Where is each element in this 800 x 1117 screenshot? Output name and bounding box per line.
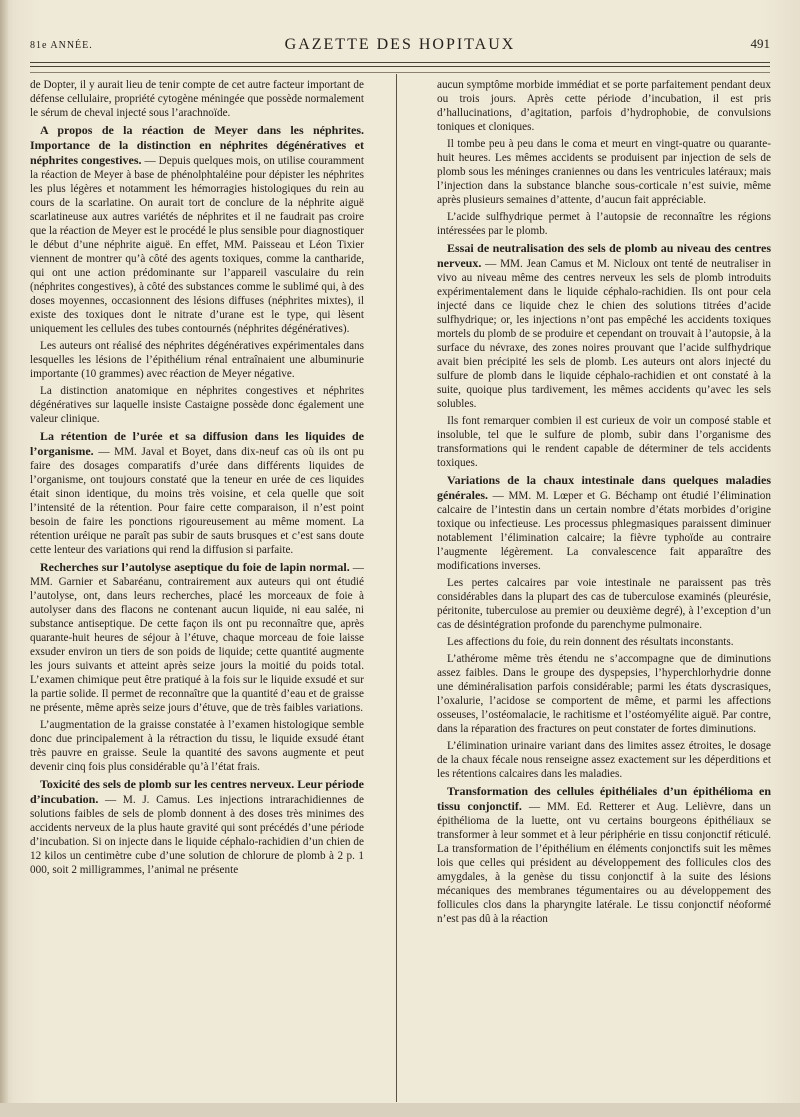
page-header <box>30 34 770 60</box>
section-title: La rétention de l’urée et sa diffusion dans les liquides de l’organisme. <box>30 429 364 458</box>
paragraph: L’élimination urinaire variant dans des limites assez étroites, le dosage de la chaux fécale nous renseigne assez exactement sur les déperditions et les rétentions calcaires dans les maladies. <box>437 740 771 780</box>
article-section <box>437 473 771 573</box>
paragraph: L’augmentation de la graisse constatée à l’examen histologique semble donc due principalement à la rétraction du tissu, le liquide exsudé étant très pauvre en graisse. Seule la quantité des savons augmente et peut devenir cinq fois plus considérable qu’à l’état frais. <box>30 719 364 773</box>
paragraph: La distinction anatomique en néphrites congestives et néphrites dégénératives sur laquelle insiste Castaigne possède donc également une valeur clinique. <box>30 385 364 425</box>
paragraph: L’acide sulfhydrique permet à l’autopsie de reconnaître les régions intéressées par le plomb. <box>437 211 771 237</box>
header-rule <box>30 72 770 73</box>
section-title: Essai de neutralisation des sels de plomb au niveau des centres nerveux. <box>437 241 771 270</box>
paragraph: Ils font remarquer combien il est curieux de voir un composé stable et insoluble, tel que le sulfure de plomb, subir dans l’organisme des transformations qui le rendent capable de déterminer de tels accidents toxiques. <box>437 415 771 469</box>
section-title: A propos de la réaction de Meyer dans les néphrites. Importance de la distinction en néphrites dégénératives et néphrites congestives. <box>30 123 364 167</box>
page-number: 491 <box>750 36 770 51</box>
paragraph: Les pertes calcaires par voie intestinale ne paraissent pas très considérables dans la plupart des cas de tuberculose examinés (pleurésie, péritonite, tuberculose au premier ou deuxième degré), à l’exception d’un cas de désintégration profonde du parenchyme pulmonaire. <box>437 577 771 631</box>
article-section <box>30 560 364 715</box>
article-section <box>30 123 364 336</box>
section-body: — MM. Garnier et Sabaréanu, contrairement aux auteurs qui ont étudié l’autolyse, ont, dans leurs recherches, placé les morceaux de foie à autolyser dans des flacons ne contenant aucun liquide, ni eau salée, ni substance antiseptique. De cette façon ils ont pu reconnaître que, après quarante-huit heures de séjour à l’étuve, chaque morceau de foie laisse exsuder environ un tiers de son poids de liquide; cette quantité augmente les jours suivants et atteint après seize jours la moitié du poids total. L’examen chimique peut être pratiqué à la fois sur le liquide exsudé et sur la partie solide. Il permet de reconnaître que la quantité d’eau et de graisse ne présente, même après seize jours d’étuve, que de très faibles variations. <box>30 562 364 714</box>
paragraph: aucun symptôme morbide immédiat et se porte parfaitement pendant deux ou trois jours. Après cette période d’incubation, il est pris d’hallucinations, d’agitation, parfois d’hydrophobie, de convulsions toniques et cloniques. <box>437 79 771 133</box>
section-title: Recherches sur l’autolyse aseptique du foie de lapin normal. <box>40 560 350 574</box>
page-bottom-edge <box>0 1103 800 1117</box>
article-section <box>30 777 364 877</box>
header-rule <box>30 66 770 67</box>
section-body: — Depuis quelques mois, on utilise couramment la réaction de Meyer à base de phénolphtaléine pour dépister les néphrites les plus légères et notamment les hémorragies histologiques du rein au cours de la scarlatine. On aurait tort de conclure de la néphrite aiguë scarlatineuse aux autres variétés de néphrites et il ne faudrait pas croire que la réaction de Meyer est le procédé le plus sensible pour diagnostiquer le début d’une néphrite aiguë. En effet, MM. Paisseau et Léon Tixier viennent de montrer qu’à côté des agents toxiques, comme la cantharide, qui ont une action prédominante sur l’appareil vasculaire du rein (néphrites congestives), à côté des substances comme le sublimé qui, à des doses moyennes, occasionnent des lésions diffuses (néphrites mixtes), il existe des toxiques dont le nitrate d’urane est le type, qui lèsent uniquement les cellules des tubes contournés (néphrites dégénératives). <box>30 155 364 335</box>
paragraph: Il tombe peu à peu dans le coma et meurt en vingt-quatre ou quarante-huit heures. Les mêmes accidents se produisent par injection de sels de plomb sous les méninges craniennes ou dans les ventricules latéraux; mais l’injection dans la substance blanche sous-corticale n’est suivie, même après plusieurs semaines d’attente, d’aucun fait appréciable. <box>437 138 771 206</box>
article-section <box>437 241 771 411</box>
section-title: Variations de la chaux intestinale dans quelques maladies générales. <box>437 473 771 502</box>
left-column <box>30 78 364 1098</box>
article-section <box>30 429 364 557</box>
column-divider <box>396 74 397 1102</box>
section-body: — MM. Ed. Retterer et Aug. Lelièvre, dans un épithélioma de la luette, ont vu certains bourgeons épithéliaux se transformer à leur sommet et à leur périphérie en tissu conjonctif réticulé. La transformation de l’épithélium en éléments conjonctifs suit les mêmes lois que celles qui président au développement des follicules clos des amygdales, à la genèse du tissu conjonctif à la suite des lésions mécaniques des membranes tégumentaires ou au développement des follicules clos dans la pharyngite latérale. Le tissu conjonctif néoformé n’est pas dû à la réaction <box>437 801 771 925</box>
section-body: — MM. Javal et Boyet, dans dix-neuf cas où ils ont pu faire des dosages comparatifs d’urée dans différents liquides de l’organisme, ont toujours constaté que la teneur en urée de ces liquides était sinon identique, du moins très voisine, et cela quelle que soit l’intensité de la rétention. Pour faire cette comparaison, il n’est point besoin de faire les ponctions rigoureusement au même moment. La rétention uréique ne paraît pas subir de sauts brusques et c’est sans doute cette lenteur des variations qui rend la diffusion si parfaite. <box>30 446 364 556</box>
paragraph: Les auteurs ont réalisé des néphrites dégénératives expérimentales dans lesquelles les lésions de l’épithélium rénal entraînaient une albuminurie importante (10 grammes) avec réaction de Meyer négative. <box>30 340 364 380</box>
issue-label: 81e ANNÉE. <box>30 40 93 51</box>
journal-title: GAZETTE DES HOPITAUX <box>284 36 516 53</box>
paragraph: L’athérome même très étendu ne s’accompagne que de diminutions assez faibles. Dans le groupe des dyspepsies, l’hyperchlorhydrie donne une déminéralisation parfois considérable; parmi les états dyscrasiques, l’oxalurie, l’acidose se comportent de même, et parmi les affections osseuses, l’ostéomalacie, le rachitisme et l’ostéomyélite aiguë. Par contre, dans la réparation des fractures on peut constater de fortes diminutions. <box>437 653 771 735</box>
section-title: Toxicité des sels de plomb sur les centres nerveux. Leur période d’incubation. <box>30 777 364 806</box>
page-binding-edge <box>0 0 8 1117</box>
section-title: Transformation des cellules épithéliales d’un épithélioma en tissu conjonctif. <box>437 784 771 813</box>
paragraph: Les affections du foie, du rein donnent des résultats inconstants. <box>447 636 734 648</box>
section-body: — M. J. Camus. Les injections intrarachidiennes de solutions faibles de sels de plomb donnent à des doses très minimes des accidents nerveux de la plus haute gravité qui sont précédés d’une période d’incubation. Si on injecte dans le liquide céphalo-rachidien d’un chien de 12 kilos un centimètre cube d’une solution de chlorure de plomb à 2 p. 1 000, soit 2 milligrammes, l’animal ne présente <box>30 794 364 876</box>
article-section <box>437 784 771 926</box>
paragraph: de Dopter, il y aurait lieu de tenir compte de cet autre facteur important de défense cellulaire, propriété cytogène méningée que possède normalement le sérum de cheval injecté sous l’arachnoïde. <box>30 79 364 119</box>
header-rule <box>30 62 770 63</box>
section-body: — MM. Jean Camus et M. Nicloux ont tenté de neutraliser in vivo au niveau même des centres nerveux les sels de plomb introduits expérimentalement dans le liquide céphalo-rachidien. Ils ont pour cela injecté dans ce liquide chez le chien des solutions titrées d’acide sulfhydrique; or, les injections n’ont pas empêché les accidents toxiques mortels du plomb de se produire et cependant on trouvait à l’autopsie, à la surface du névraxe, des zones noires prouvant que l’acide sulfhydrique avait bien précipité les sels de plomb. Les auteurs ont alors injecté du sulfure de plomb dans le liquide céphalo-rachidien et ont constaté à la suite, quoique plus tardivement, les mêmes accidents qu’avec les sels solubles. <box>437 258 771 410</box>
section-body: — MM. M. Lœper et G. Béchamp ont étudié l’élimination calcaire de l’intestin dans un certain nombre d’états morbides d’origine toxique ou infectieuse. Les processus phlegmasiques paraissent diminuer notablement l’élimination calcaire; la fièvre typhoïde au contraire l’augmente légèrement. La convalescence fait apparaître des modifications inverses. <box>437 490 771 572</box>
right-column <box>437 78 771 1098</box>
